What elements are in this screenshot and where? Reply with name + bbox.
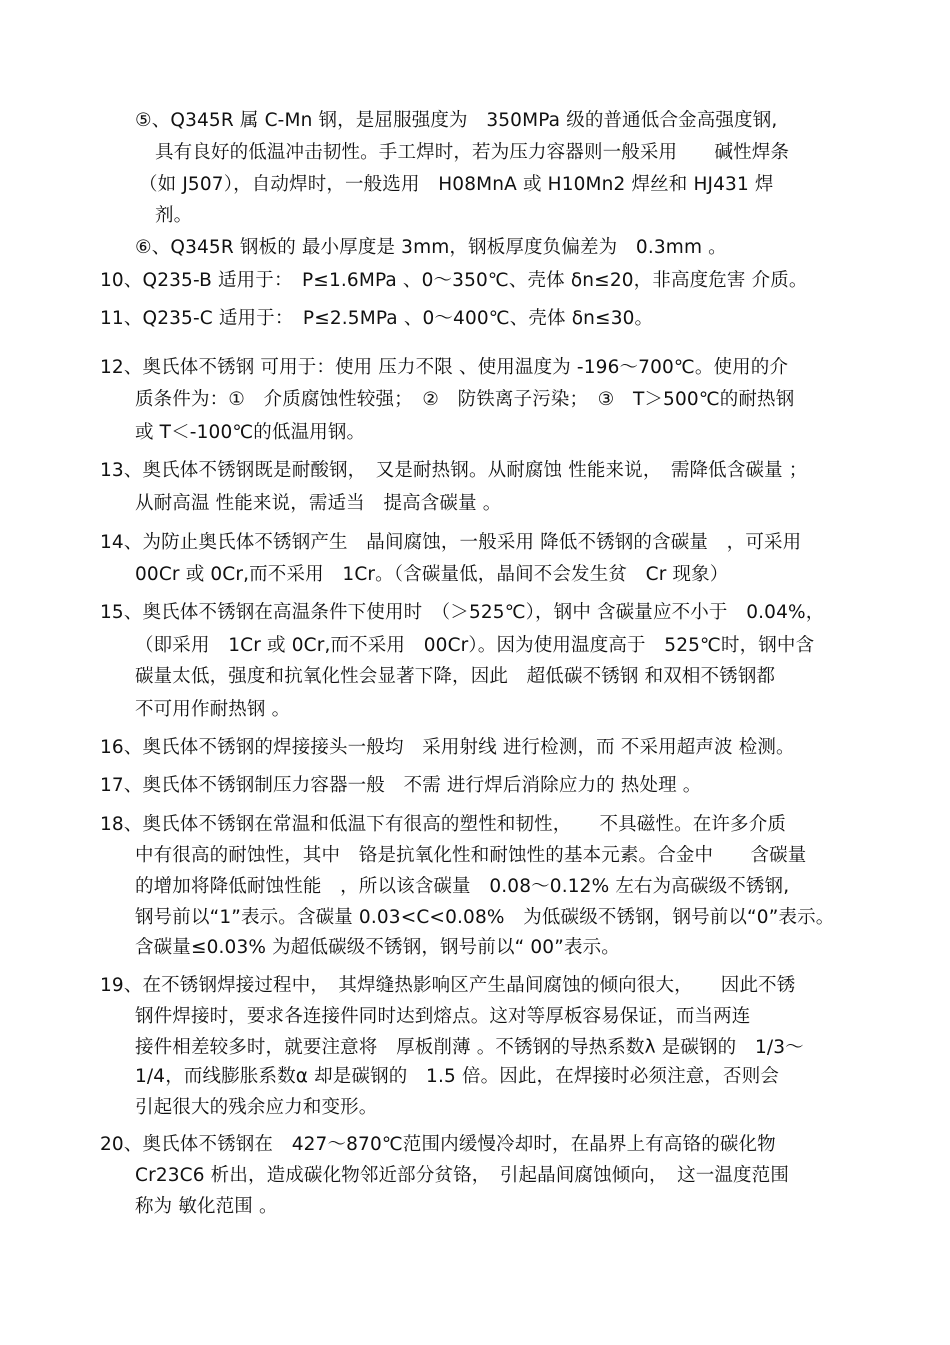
text-line: 1/4，而线膨胀系数α 却是碳钢的 1.5 倍。因此，在焊接时必须注意，否则会 [135,1066,780,1087]
text-line: （即采用 1Cr 或 0Cr,而不采用 00Cr）。因为使用温度高于 525℃时，钢中含 [135,635,815,656]
text-line: 的增加将降低耐蚀性能 ，所以该含碳量 0.08～0.12% 左右为高碳级不锈钢, [135,876,790,897]
text-line: 不可用作耐热钢 。 [135,699,291,720]
text-line: 20、奥氏体不锈钢在 427～870℃范围内缓慢冷却时，在晶界上有高铬的碳化物 [100,1134,776,1155]
text-line: 钢号前以“1”表示。含碳量 0.03<C<0.08% 为低碳级不锈钢，钢号前以“0”表示。 [135,907,835,928]
text-line: （如 J507），自动焊时，一般选用 H08MnA 或 H10Mn2 焊丝和 HJ431 焊 [139,174,774,195]
text-line: 称为 敏化范围 。 [135,1196,278,1217]
text-line: 19、在不锈钢焊接过程中， 其焊缝热影响区产生晶间腐蚀的倾向很大， 因此不锈 [100,975,796,996]
text-line: 15、奥氏体不锈钢在高温条件下使用时 （＞525℃），钢中 含碳量应不小于 0.04%， [100,602,825,623]
text-line: 剂。 [155,205,193,226]
text-line: 13、奥氏体不锈钢既是耐酸钢， 又是耐热钢。从耐腐蚀 性能来说， 需降低含碳量 ； [100,460,808,481]
text-line: 11、Q235-C 适用于： P≤2.5MPa 、0～400℃、壳体 δn≤30。 [100,308,654,329]
text-line: 12、奥氏体不锈钢 可用于：使用 压力不限 、使用温度为 -196～700℃。使用的介 [100,357,789,378]
text-line: 18、奥氏体不锈钢在常温和低温下有很高的塑性和韧性， 不具磁性。在许多介质 [100,814,786,835]
text-line: 钢件焊接时，要求各连接件同时达到熔点。这对等厚板容易保证，而当两连 [135,1006,751,1027]
text-line: ⑤、Q345R 属 C-Mn 钢，是屈服强度为 350MPa 级的普通低合金高强度钢, [135,110,778,131]
text-line: 00Cr 或 0Cr,而不采用 1Cr。（含碳量低，晶间不会发生贫 Cr 现象） [135,564,729,585]
text-line: 14、为防止奥氏体不锈钢产生 晶间腐蚀，一般采用 降低不锈钢的含碳量 ，可采用 [100,532,802,553]
text-line: 或 T＜-100℃的低温用钢。 [135,422,366,443]
text-line: ⑥、Q345R 钢板的 最小厚度是 3mm，钢板厚度负偏差为 0.3mm 。 [135,237,727,258]
text-line: 引起很大的残余应力和变形。 [135,1097,378,1118]
text-line: 接件相差较多时，就要注意将 厚板削薄 。不锈钢的导热系数λ 是碳钢的 1/3～ [135,1037,804,1058]
text-line: 具有良好的低温冲击韧性。手工焊时，若为压力容器则一般采用 碱性焊条 [155,142,790,163]
text-line: 10、Q235-B 适用于： P≤1.6MPa 、0～350℃、壳体 δn≤20，非高度危害 介质。 [100,270,808,291]
text-line: Cr23C6 析出，造成碳化物邻近部分贫铬， 引起晶间腐蚀倾向， 这一温度范围 [135,1165,789,1186]
text-line: 碳量太低，强度和抗氧化性会显著下降，因此 超低碳不锈钢 和双相不锈钢都 [135,666,776,687]
text-line: 质条件为：① 介质腐蚀性较强； ② 防铁离子污染； ③ T＞500℃的耐热钢 [135,389,795,410]
text-line: 16、奥氏体不锈钢的焊接接头一般均 采用射线 进行检测，而 不采用超声波 检测。 [100,737,795,758]
text-line: 含碳量≤0.03% 为超低碳级不锈钢，钢号前以“ 00”表示。 [135,937,620,958]
text-line: 从耐高温 性能来说，需适当 提高含碳量 。 [135,493,502,514]
text-line: 中有很高的耐蚀性，其中 铬是抗氧化性和耐蚀性的基本元素。合金中 含碳量 [135,845,807,866]
text-line: 17、奥氏体不锈钢制压力容器一般 不需 进行焊后消除应力的 热处理 。 [100,775,702,796]
